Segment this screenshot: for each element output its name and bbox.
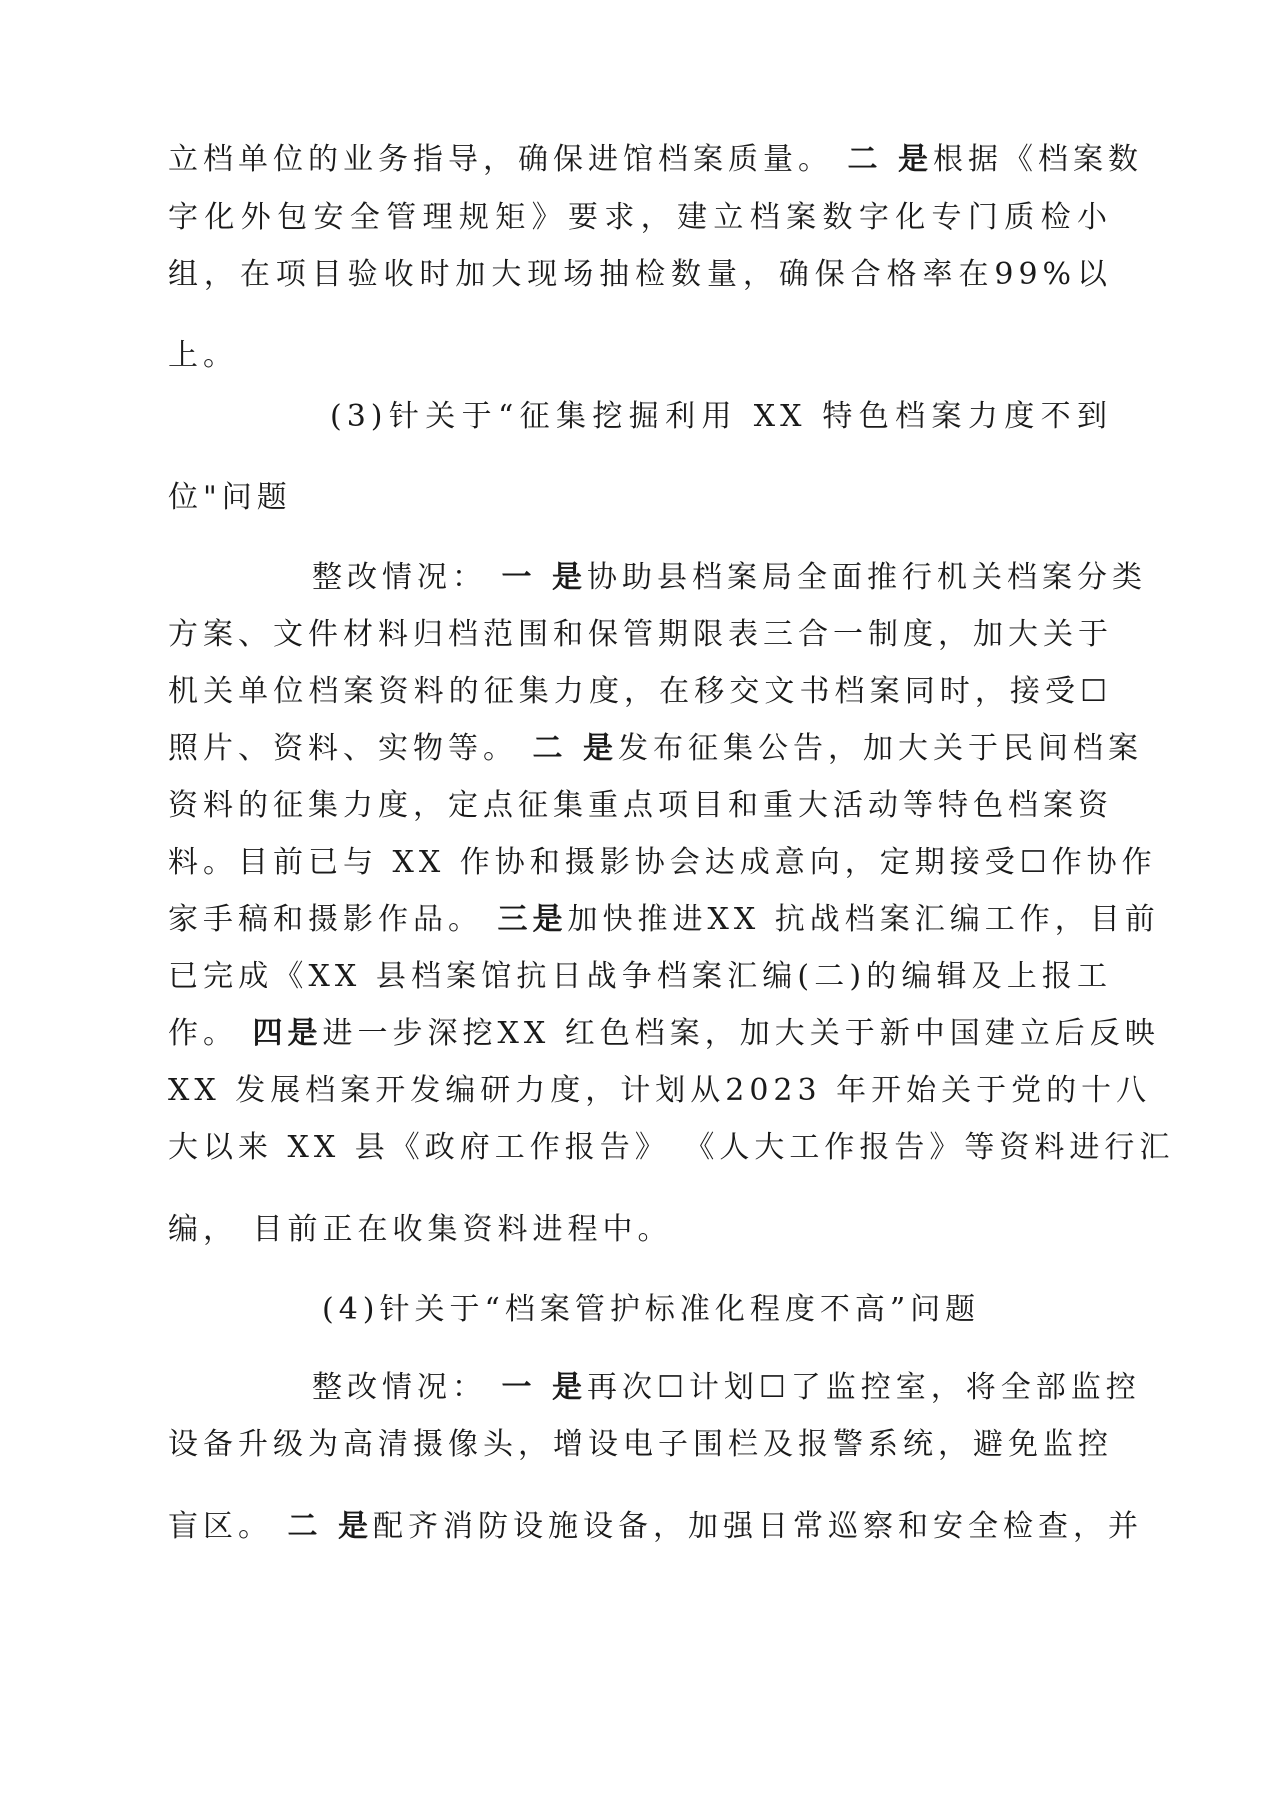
text-line-1: 立档单位的业务指导，确保进馆档案质量。 二 是根据《档案数	[168, 142, 1143, 177]
text-line-4: 上。	[168, 338, 238, 373]
text-line-16: XX 发展档案开发编研力度，计划从2023 年开始关于党的十八	[168, 1073, 1152, 1108]
text-line-14: 已完成《XX 县档案馆抗日战争档案汇编(二)的编辑及上报工	[168, 959, 1112, 994]
text-line-3: 组，在项目验收时加大现场抽检数量，确保合格率在99%以	[168, 257, 1112, 292]
text-line-18: 编， 目前正在收集资料进程中。	[168, 1212, 673, 1247]
text-line-17: 大以来 XX 县《政府工作报告》 《人大工作报告》等资料进行汇	[168, 1130, 1175, 1165]
text-line-2: 字化外包安全管理规矩》要求，建立档案数字化专门质检小	[168, 200, 1112, 235]
section-heading-3: (3)针关于“征集挖掘利用 XX 特色档案力度不到	[330, 399, 1112, 434]
text-line-15: 作。 四是进一步深挖XX 红色档案，加大关于新中国建立后反映	[168, 1016, 1160, 1051]
text-line-20: 整改情况： 一 是再次☐计划☐了监控室，将全部监控	[312, 1370, 1141, 1405]
text-line-8: 方案、文件材料归档范围和保管期限表三合一制度，加大关于	[168, 617, 1113, 652]
section-heading-3-cont: 位"问题	[168, 480, 292, 515]
text-line-21: 设备升级为高清摄像头，增设电子围栏及报警系统，避免监控	[168, 1427, 1113, 1462]
text-line-7: 整改情况： 一 是协助县档案局全面推行机关档案分类	[312, 560, 1147, 595]
text-line-22: 盲区。 二 是配齐消防设施设备，加强日常巡察和安全检查，并	[168, 1509, 1143, 1544]
section-heading-4: (4)针关于“档案管护标准化程度不高”问题	[322, 1292, 981, 1327]
text-line-9: 机关单位档案资料的征集力度，在移交文书档案同时，接受☐	[168, 674, 1112, 709]
text-line-13: 家手稿和摄影作品。 三是加快推进XX 抗战档案汇编工作，目前	[168, 902, 1160, 937]
text-line-11: 资料的征集力度，定点征集重点项目和重大活动等特色档案资	[168, 788, 1113, 823]
text-line-12: 料。目前已与 XX 作协和摄影协会达成意向，定期接受☐作协作	[168, 845, 1157, 880]
text-line-10: 照片、资料、实物等。 二 是发布征集公告，加大关于民间档案	[168, 731, 1143, 766]
